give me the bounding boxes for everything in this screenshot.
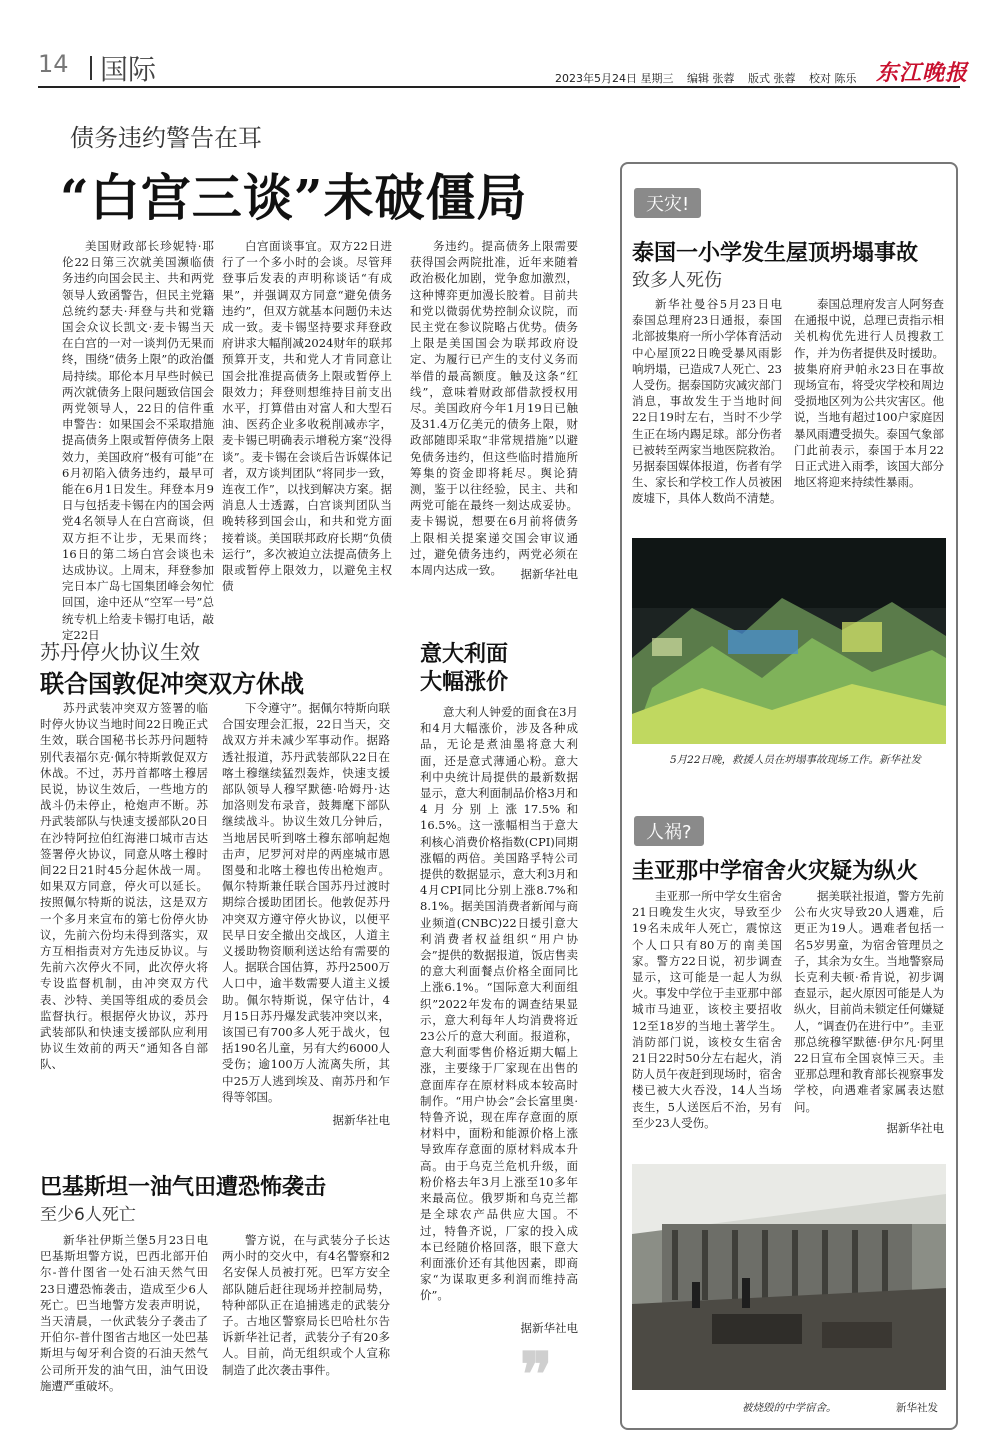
story5-subheadline: 致多人死伤	[632, 270, 722, 291]
sidebar-tag-natural-disaster: 天灾!	[634, 188, 701, 218]
story6-column-1: 圭亚那一所中学女生宿舍21日晚发生火灾，导致至少19名未成年人死亡，震惊这个人口只有80万的南美国家。警方22日说，初步调查显示，这可能是一起人为纵火。事发中学位于圭亚那中部城市马迪亚，该校主要招收12至18岁的当地土著学生。消防部门说，该校女生宿舍21日22时50分左右起火，消防人员午夜赶到现场时，宿舍楼已被大火吞没，14人当场丧生，5人送医后不治，另有至少23人受伤。	[632, 889, 782, 1130]
story4-headline: 巴基斯坦一油气田遭恐怖袭击	[40, 1174, 327, 1200]
story5-column-1: 新华社曼谷5月23日电 泰国总理府23日通报，泰国北部披集府一所小学体育活动中心屋顶22日晚受暴风雨影响坍塌，已造成7人死亡、23人受伤。据泰国防灾减灾部门消息，事故发生于当地时间22日19时左右，当时不少学生正在场内踢足球。部分伤者已被转至两家当地医院救治。另据泰国媒体报道，伤者有学生、家长和学校工作人员被困废墟下，具体人数尚不清楚。	[632, 297, 782, 506]
story1-column-3: 务违约。提高债务上限需要获得国会两院批准，近年来随着政治极化加剧，党争愈加激烈，这种博弈更加漫长胶着。目前共和党以微弱优势控制众议院，而民主党在参议院略占优势。债务上限是美国国会为联邦政府设定、为履行已产生的支付义务而举借的最高额度。触及这条“红线”，意味着财政部借款授权用尽。美国政府今年1月19日已触及31.4万亿美元的债务上限，财政部随即采取“非常规措施”以避免债务违约，但这些临时措施所筹集的资金即将耗尽。舆论猜测，鉴于以往经验，民主、共和两党可能在最终一刻达成妥协。麦卡锡说，想要在6月前将债务上限相关提案递交国会审议通过，避免债务违约，两党必须在本周内达成一致。	[410, 239, 578, 578]
story3-body: 意大利人钟爱的面食在3月和4月大幅涨价，涉及各种成品，无论是煮油墨将意大利面，还是意式薄通心粉。意大利中央统计局提供的最新数据显示，意大利面制品价格3月和4月分别上涨17.5%和16.5%。这一涨幅相当于意大利核心消费价格指数(CPI)同期涨幅的两倍。美国路孚特公司提供的数据显示，意大利3月和4月CPI同比分别上涨8.7%和8.1%。据美国消费者新闻与商业频道(CNBC)22日援引意大利消费者权益组织“用户协会”提供的数据报道，饭店售卖的意大利面餐点价格全面同比上涨6.1%。“国际意大利面组织”2022年发布的调查结果显示，意大利每年人均消费将近23公斤的意大利面。报道称，意大利面零售价格近期大幅上涨，主要缘于厂家现在出售的意面库存在原材料成本较高时制作。“用户协会”会长富里奥·特鲁齐说，现在库存意面的原材料中，面粉和能源价格上涨导致库存意面的原材料成本升高。由于乌克兰危机升级，面粉价格去年3月上涨至10多年来最高位。俄罗斯和乌克兰都是全球农产品供应大国。不过，特鲁齐说，厂家的投入成本已经随价格回落，眼下意大利面涨价还有其他因素，即商家“为谋取更多利润而维持高价”。	[420, 705, 578, 1303]
story2-kicker: 苏丹停火协议生效	[40, 640, 200, 664]
quote-mark-decoration: ❞	[520, 1340, 553, 1410]
newspaper-logo: 东江晚报	[876, 60, 969, 86]
story1-column-2: 白宫面谈事宜。双方22日进行了一个多小时的会谈。尽管拜登事后发表的声明称谈话“有成果”，并强调双方同意“避免债务违约”，但双方就基本问题仍未达成一致。麦卡锡坚持要求拜登政府讲求大幅削减2024财年的联邦预算开支，共和党人才肯同意让国会批准提高债务上限或暂停上限效力；拜登则想维持目前支出水平，打算借由对富人和大型石油、医药企业多收税削减赤字，麦卡锡已明确表示增税方案“没得谈”。麦卡锡在会谈后告诉媒体记者，双方谈判团队“将同步一致，连夜工作”，以找到解决方案。据消息人士透露，白宫谈判团队当晚转移到国会山，和共和党方面接着谈。美国联邦政府长期“负债运行”，多次被迫立法提高债务上限或暂停上限效力，以避免主权债	[222, 239, 392, 594]
story3-source: 据新华社电	[520, 1321, 578, 1335]
story1-kicker: 债务违约警告在耳	[70, 124, 262, 152]
story5-headline: 泰国一小学发生屋顶坍塌事故	[632, 240, 919, 266]
story2-column-1: 苏丹武装冲突双方签署的临时停火协议当地时间22日晚正式生效，联合国秘书长苏丹问题特别代表福尔克·佩尔特斯敦促双方休战。不过，苏丹首都喀土穆居民说，协议生效后，一些地方的战斗仍未停止，枪炮声不断。苏丹武装部队与快速支援部队20日在沙特阿拉伯红海港口城市吉达签署停火协议，同意从喀土穆时间22日21时45分起休战一周。如果双方同意，停火可以延长。按照佩尔特斯的说法，这是双方一个多月来宣布的第七份停火协议，先前六份均未得到落实，双方互相指责对方先违反协议。与先前六次停火不同，此次停火将专设监督机制，由冲突双方代表、沙特、美国等组成的委员会监督执行。根据停火协议，苏丹武装部队和快速支援部队应利用协议生效前的两天“通知各自部队、	[40, 701, 208, 1072]
story2-column-2: 下令遵守”。据佩尔特斯向联合国安理会汇报，22日当天，交战双方并未减少军事动作。据路透社报道，苏丹武装部队22日在喀土穆继续猛烈轰炸，快速支援部队领导人穆罕默德·哈姆丹·达加洛则发布录音，鼓舞麾下部队继续战斗。协议生效几分钟后，当地居民听到喀土穆东部响起炮击声，尼罗河对岸的两座城市恩图曼和北喀土穆也传出枪炮声。佩尔特斯兼任联合国苏丹过渡时期综合援助团团长。他敦促苏丹冲突双方遵守停火协议，以便平民早日安全撤出交战区，人道主义援助物资顺利送达给有需要的人。据联合国估算，苏丹2500万人口中，逾半数需要人道主义援助。佩尔特斯说，保守估计，4月15日苏丹爆发武装冲突以来，该国已有700多人死于战火，包括190名儿童，另有大约6000人受伤；逾100万人流离失所，其中25万人逃到埃及、南苏丹和乍得等邻国。	[222, 701, 390, 1104]
burned-dormitory-photo	[632, 1164, 946, 1390]
editor-credit: 编辑 张蓉	[687, 72, 735, 85]
story3-headline-line2: 大幅涨价	[420, 669, 509, 695]
story5-column-2: 泰国总理府发言人阿努查在通报中说，总理已责指示相关机构优先进行人员搜救工作，并为伤者提供及时援助。披集府府尹帕永23日在事故现场宣布，将受灾学校和周边受损地区列为公共灾害区。他说，当地有超过100户家庭因暴风雨遭受损失。泰国气象部门此前表示，泰国于本月22日正式进入雨季，该国大部分地区将迎来持续性暴雨。	[794, 297, 944, 490]
story2-headline: 联合国敦促冲突双方休战	[40, 669, 304, 698]
proof-credit: 校对 陈乐	[809, 72, 857, 85]
story6-column-2: 据美联社报道，警方先前公布火灾导致20人遇难，后更正为19人。遇难者包括一名5岁男童，为宿舍管理员之子，其余为女生。当地警察局长克利夫顿·希肯说，初步调查显示，起火原因可能是人为纵火，目前尚未锁定任何嫌疑人，“调查仍在进行中”。圭亚那总统穆罕默德·伊尔凡·阿里22日宣布全国哀悼三天。圭亚那总理和教育部长视察事发学校，向遇难者家属表达慰问。	[794, 889, 944, 1114]
story3-headline	[420, 640, 508, 696]
header-rule	[38, 86, 960, 88]
story5-photo-caption: 5月22日晚，救援人员在坍塌事故现场工作。新华社发	[670, 754, 922, 766]
section-name: 国际	[100, 53, 157, 86]
story4-column-2: 警方说，在与武装分子长达两小时的交火中，有4名警察和2名安保人员被打死。巴军方安全部队随后赶往现场并控制局势，特种部队正在追捕逃走的武装分子。古地区警察局长巴哈杜尔告诉新华社记者，武装分子有20多人。目前，尚无组织或个人宣称制造了此次袭击事件。	[222, 1233, 390, 1377]
story1-headline: “白宫三谈”未破僵局	[60, 168, 528, 227]
story1-source: 据新华社电	[520, 567, 578, 581]
story6-source: 据新华社电	[886, 1121, 944, 1135]
masthead-meta	[555, 70, 867, 86]
layout-credit: 版式 张蓉	[748, 72, 796, 85]
story6-headline: 圭亚那中学宿舍火灾疑为纵火	[632, 858, 919, 884]
issue-date: 2023年5月24日 星期三	[555, 72, 674, 85]
page-number: 14	[38, 50, 69, 78]
school-collapse-photo	[632, 538, 946, 744]
story4-subheadline: 至少6人死亡	[40, 1205, 136, 1225]
sidebar-tag-human-disaster: 人祸?	[634, 816, 704, 846]
story1-column-1: 美国财政部长珍妮特·耶伦22日第三次就美国濒临债务违约向国会民主、共和两党领导人致函警告，但民主党籍总统约瑟夫·拜登与共和党籍国会众议长凯文·麦卡锡当天在白宫的一对一谈判仍无果而终，围绕“债务上限”的政治僵局持续。耶伦本月早些时候已两次就债务上限问题致信国会两党领导人，22日的信件重申警告：如果国会不采取措施提高债务上限或暂停债务上限效力，美国政府“极有可能”在6月初陷入债务违约，最早可能在6月1日发生。拜登本月9日与包括麦卡锡在内的国会两党4名领导人在白宫商谈，但双方拒不让步，无果而终；16日的第二场白宫会谈也未达成协议。上周末，拜登参加完日本广岛七国集团峰会匆忙回国，途中还从“空军一号”总统专机上给麦卡锡打电话，敲定22日	[62, 239, 214, 642]
story4-column-1: 新华社伊斯兰堡5月23日电 巴基斯坦警方说，巴西北部开伯尔-普什图省一处石油天然气田23日遭恐怖袭击，造成至少6人死亡。巴当地警方发表声明说，当天清晨，一伙武装分子袭击了开伯尔-普什图省古地区一处巴基斯坦与匈牙利合资的石油天然气公司所开发的油气田，油气田设施遭严重破坏。	[40, 1233, 208, 1393]
story6-photo-credit: 新华社发	[896, 1402, 938, 1414]
section-divider	[90, 56, 92, 80]
story6-photo-caption: 被烧毁的中学宿舍。	[742, 1402, 837, 1414]
story2-source: 据新华社电	[332, 1113, 390, 1127]
story3-headline-line1: 意大利面	[420, 641, 509, 667]
